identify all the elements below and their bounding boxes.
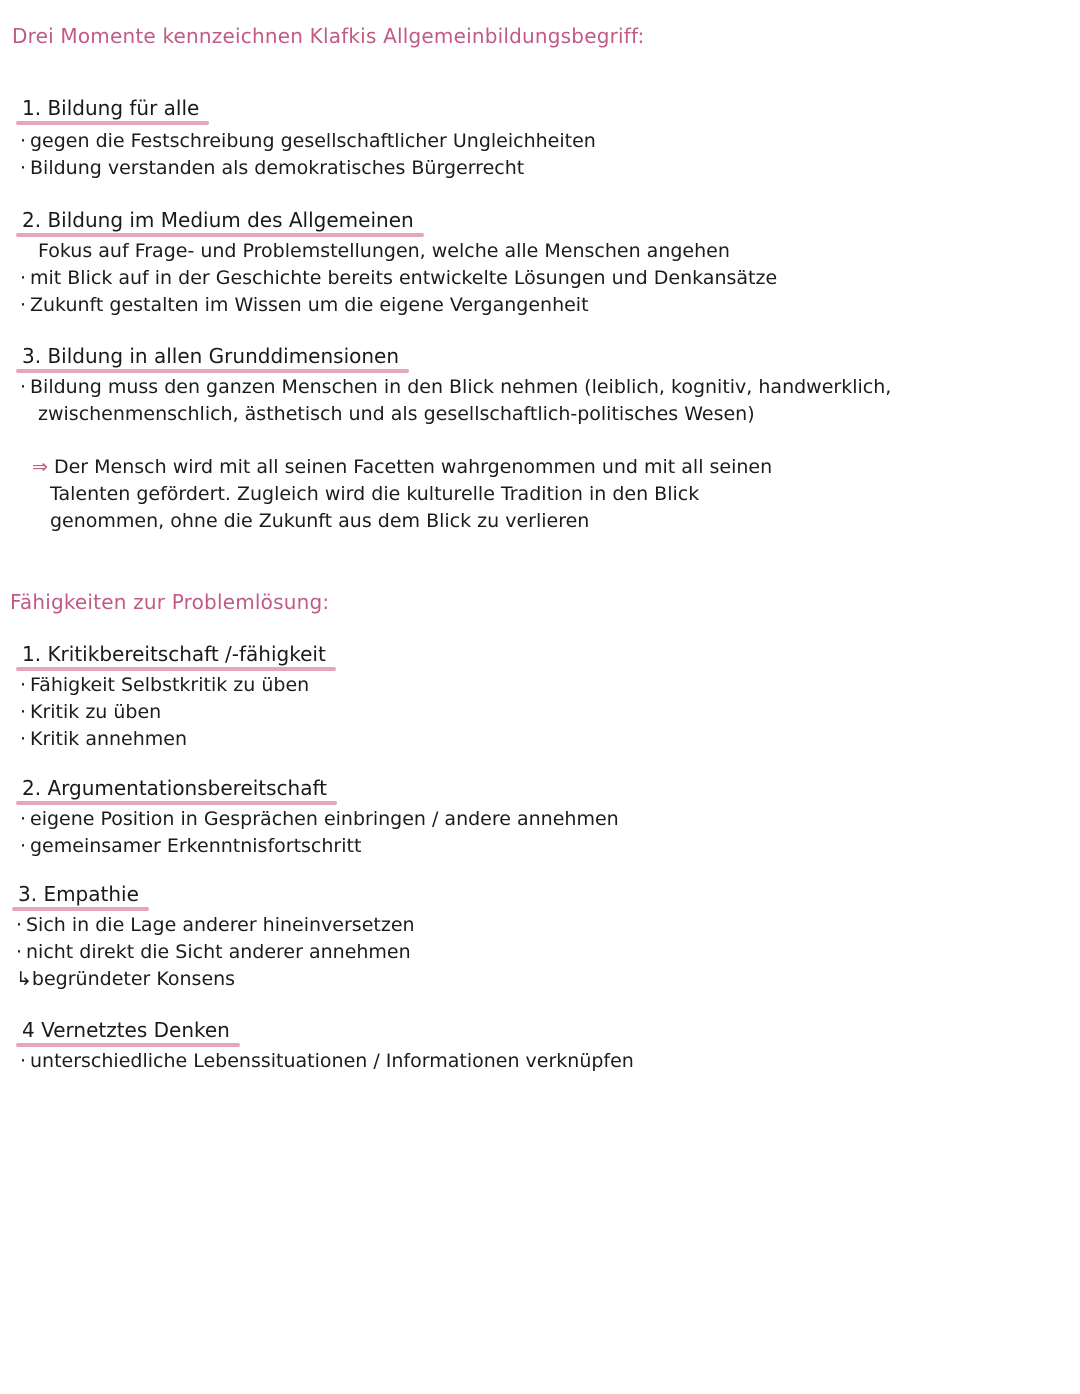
bullet: · xyxy=(20,728,27,750)
heading-underline xyxy=(12,907,149,911)
subtitle: Fähigkeiten zur Problemlösung: xyxy=(10,590,330,614)
result-item xyxy=(16,966,415,993)
bullet: · xyxy=(20,130,27,152)
bullet: · xyxy=(20,294,27,316)
list-item xyxy=(20,238,777,265)
moment-1-heading xyxy=(20,96,203,122)
heading-underline xyxy=(16,121,209,125)
skill-1-heading-text: 1. Kritikbereitschaft /-fähigkeit xyxy=(22,642,326,666)
conclusion-text: genommen, ohne die Zukunft aus dem Blick zu verlieren xyxy=(50,510,590,532)
list-item xyxy=(20,699,330,726)
list-item-text: zwischenmenschlich, ästhetisch und als gesellschaftlich-politisches Wesen) xyxy=(38,403,755,425)
page-title: Drei Momente kennzeichnen Klafkis Allgemeinbildungsbegriff: xyxy=(12,24,645,48)
moment-3-heading-text: 3. Bildung in allen Grunddimensionen xyxy=(22,344,400,368)
list-item-text: Fähigkeit Selbstkritik zu üben xyxy=(30,674,310,696)
moment-2 xyxy=(20,208,777,319)
bullet: · xyxy=(20,808,27,830)
list-item xyxy=(16,912,415,939)
list-item-text: Zukunft gestalten im Wissen um die eigene Vergangenheit xyxy=(30,294,589,316)
bullet: · xyxy=(20,1050,27,1072)
list-item xyxy=(20,401,891,428)
list-item-text: gemeinsamer Erkenntnisfortschritt xyxy=(30,835,362,857)
conclusion-line xyxy=(32,481,772,508)
conclusion xyxy=(32,454,772,535)
list-item-text: mit Blick auf in der Geschichte bereits entwickelte Lösungen und Denkansätze xyxy=(30,267,778,289)
list-item-text: Bildung verstanden als demokratisches Bürgerrecht xyxy=(30,157,525,179)
heading-underline xyxy=(16,1043,240,1047)
bullet: · xyxy=(20,701,27,723)
skill-3 xyxy=(16,882,415,993)
skill-4-heading xyxy=(20,1018,234,1044)
skill-1-heading xyxy=(20,642,330,668)
list-item xyxy=(16,939,415,966)
bullet: · xyxy=(20,835,27,857)
skill-1 xyxy=(20,642,330,753)
list-item-text: unterschiedliche Lebenssituationen / Informationen verknüpfen xyxy=(30,1050,634,1072)
moment-2-heading-text: 2. Bildung im Medium des Allgemeinen xyxy=(22,208,414,232)
list-item xyxy=(20,128,596,155)
list-item-text: nicht direkt die Sicht anderer annehmen xyxy=(26,941,411,963)
bullet: · xyxy=(20,157,27,179)
skill-3-heading-text: 3. Empathie xyxy=(18,882,139,906)
skill-4-heading-text: 4 Vernetztes Denken xyxy=(22,1018,230,1042)
conclusion-text: Talenten gefördert. Zugleich wird die kulturelle Tradition in den Blick xyxy=(50,483,700,505)
skill-2-heading-text: 2. Argumentationsbereitschaft xyxy=(22,776,328,800)
list-item xyxy=(20,672,330,699)
moment-1-heading-text: 1. Bildung für alle xyxy=(22,96,200,120)
moment-3-heading xyxy=(20,344,403,370)
arrow-return-icon: ↳ xyxy=(16,968,32,990)
skill-3-heading xyxy=(16,882,143,908)
list-item xyxy=(20,726,330,753)
list-item-text: Sich in die Lage anderer hineinversetzen xyxy=(26,914,415,936)
result-text: begründeter Konsens xyxy=(31,968,236,990)
bullet: · xyxy=(20,376,27,398)
conclusion-line xyxy=(32,454,772,481)
conclusion-line xyxy=(32,508,772,535)
conclusion-text: Der Mensch wird mit all seinen Facetten wahrgenommen und mit all seinen xyxy=(53,456,773,478)
moment-1 xyxy=(20,96,596,182)
heading-underline xyxy=(16,233,424,237)
bullet: · xyxy=(16,941,23,963)
list-item xyxy=(20,155,596,182)
skill-2 xyxy=(20,776,619,860)
list-item xyxy=(20,1048,634,1075)
list-item-text: Kritik annehmen xyxy=(30,728,188,750)
arrow-right-icon: ⇒ xyxy=(32,456,48,478)
list-item-text: Bildung muss den ganzen Menschen in den Blick nehmen (leiblich, kognitiv, handwerklich, xyxy=(30,376,892,398)
list-item xyxy=(20,806,619,833)
list-item-text: Kritik zu üben xyxy=(30,701,162,723)
bullet: · xyxy=(20,267,27,289)
bullet: · xyxy=(16,914,23,936)
heading-underline xyxy=(16,801,337,805)
list-item xyxy=(20,265,777,292)
heading-underline xyxy=(16,667,336,671)
skill-2-heading xyxy=(20,776,331,802)
moment-3 xyxy=(20,344,891,428)
bullet: · xyxy=(20,674,27,696)
list-item xyxy=(20,833,619,860)
list-item xyxy=(20,292,777,319)
skill-4 xyxy=(20,1018,634,1075)
list-item xyxy=(20,374,891,401)
list-item-text: eigene Position in Gesprächen einbringen / andere annehmen xyxy=(30,808,619,830)
list-item-text: gegen die Festschreibung gesellschaftlicher Ungleichheiten xyxy=(30,130,596,152)
heading-underline xyxy=(16,369,409,373)
list-item-text: Fokus auf Frage- und Problemstellungen, welche alle Menschen angehen xyxy=(38,240,730,262)
moment-2-heading xyxy=(20,208,418,234)
